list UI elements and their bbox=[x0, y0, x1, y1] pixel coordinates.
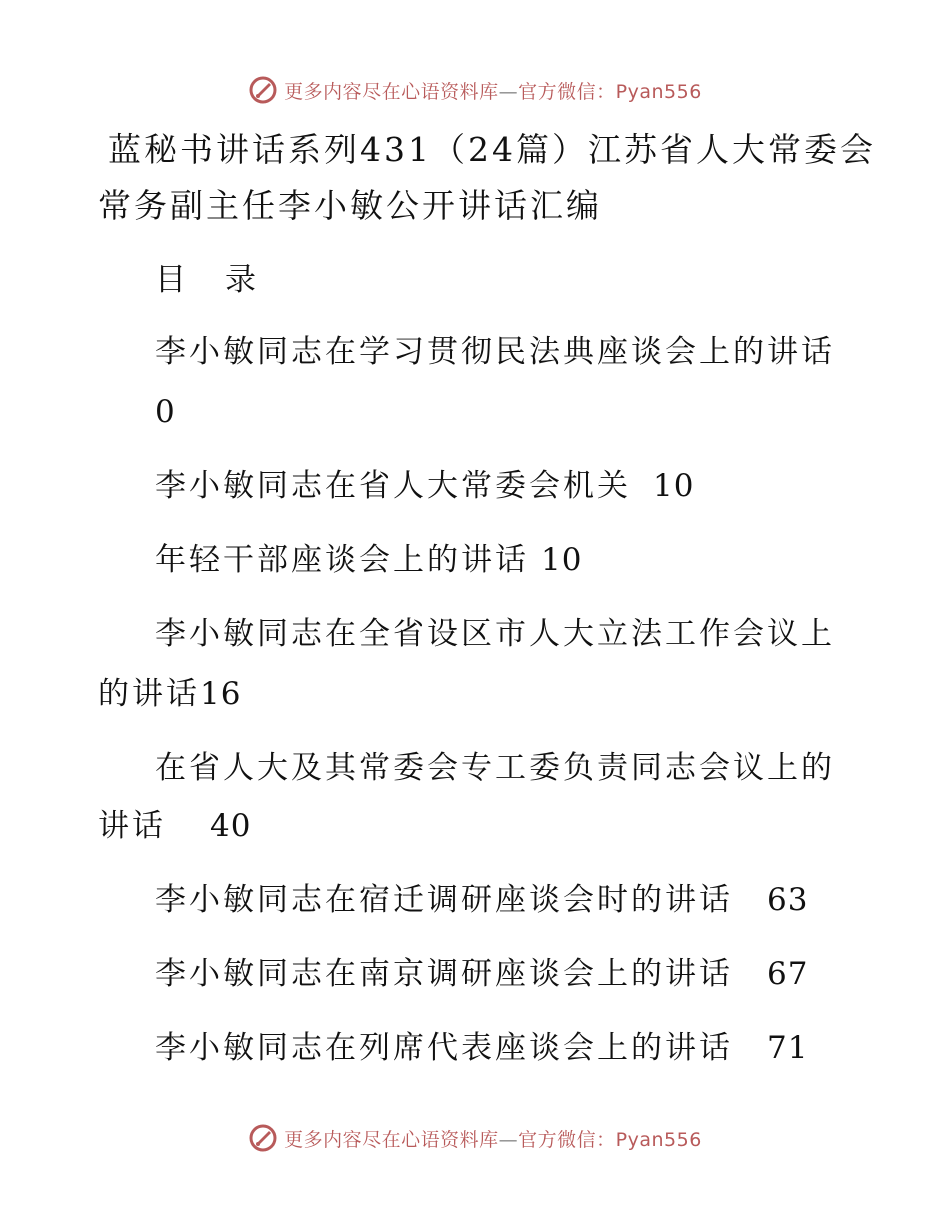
toc-entry-5[interactable]: 在省人大及其常委会专工委负责同志会议上的 bbox=[155, 750, 835, 786]
toc-entry-4[interactable]: 李小敏同志在全省设区市人大立法工作会议上 bbox=[155, 616, 835, 652]
page-number: 63 bbox=[767, 882, 809, 918]
document-title bbox=[98, 122, 876, 234]
toc-entry-2[interactable]: 李小敏同志在省人大常委会机关 10 bbox=[155, 468, 695, 504]
page-number: 67 bbox=[767, 956, 809, 992]
toc-entry-6[interactable]: 李小敏同志在宿迁调研座谈会时的讲话 63 bbox=[155, 882, 809, 918]
toc-heading: 目 录 bbox=[155, 262, 259, 298]
page-number: 71 bbox=[767, 1030, 809, 1066]
header-banner bbox=[0, 70, 950, 110]
toc-entry-1[interactable]: 李小敏同志在学习贯彻民法典座谈会上的讲话 bbox=[155, 334, 835, 370]
toc-entry-3[interactable]: 年轻干部座谈会上的讲话 10 bbox=[155, 542, 583, 578]
toc-entry-8[interactable]: 李小敏同志在列席代表座谈会上的讲话 71 bbox=[155, 1030, 809, 1066]
page-number: 16 bbox=[200, 676, 242, 712]
logo-icon bbox=[248, 75, 278, 105]
toc-entry-7[interactable]: 李小敏同志在南京调研座谈会上的讲话 67 bbox=[155, 956, 809, 992]
banner-text: 更多内容尽在心语资料库—官方微信：Pyan556 bbox=[284, 1128, 702, 1151]
banner-text: 更多内容尽在心语资料库—官方微信：Pyan556 bbox=[284, 80, 702, 103]
page-number: 40 bbox=[210, 808, 252, 844]
page-number: 10 bbox=[541, 542, 583, 578]
footer-banner bbox=[0, 1118, 950, 1158]
title-line-1: 蓝秘书讲话系列431（24篇）江苏省人大常委会 bbox=[108, 130, 876, 169]
page-number: 10 bbox=[653, 468, 695, 504]
logo-icon bbox=[248, 1123, 278, 1153]
toc-entry-5-cont: 讲话 40 bbox=[98, 808, 252, 844]
toc-entry-4-cont: 的讲话16 bbox=[98, 676, 242, 712]
toc-entry-1-page: 0 bbox=[155, 394, 176, 430]
title-line-2: 常务副主任李小敏公开讲话汇编 bbox=[98, 186, 602, 225]
